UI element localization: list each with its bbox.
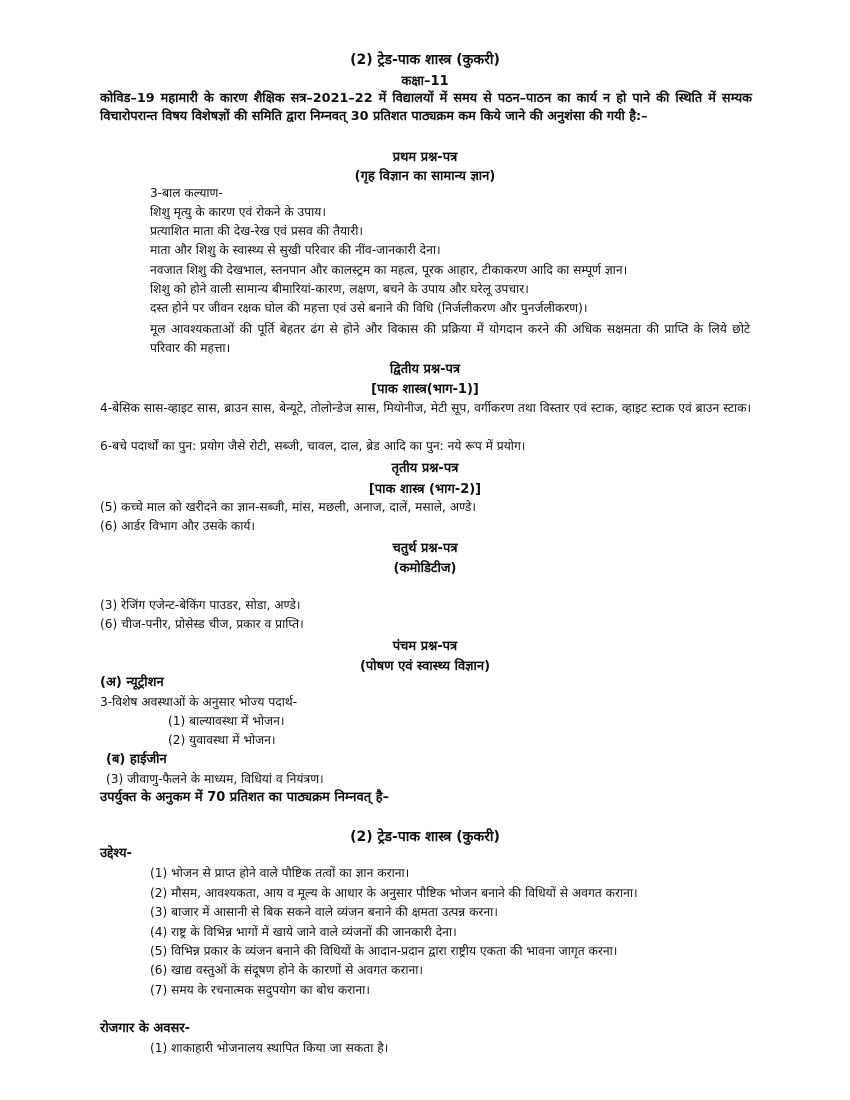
class-label: कक्षा–11 (401, 74, 449, 89)
list-item: (1) बाल्यावस्था में भोजन। (168, 714, 285, 728)
list-item: (4) राष्ट्र के विभिन्न भागों में खाये जाने वाले व्यंजनों की जानकारी देना। (150, 925, 457, 939)
list-item: (3) जीवाणु-फैलने के माध्यम, विधियां व नियंत्रण। (106, 772, 324, 786)
section-heading: (अ) न्यूट्रीशन (100, 675, 164, 690)
list-item: (5) कच्चे माल को खरीदने का ज्ञान-सब्जी, मांस, मछली, अनाज, दालें, मसाले, अण्डे। (100, 500, 477, 514)
list-item: माता और शिशु के स्वास्थ्य से सुखी परिवार की नींव-जानकारी देना। (150, 243, 441, 257)
paper4-subtitle: (कमोडिटीज) (393, 561, 457, 576)
objectives-label: उद्देश्य- (100, 846, 132, 861)
paper1-subtitle: (गृह विज्ञान का सामान्य ज्ञान) (354, 169, 496, 184)
transition-text: उपर्युक्त के अनुकम में 70 प्रतिशत का पाठ्यक्रम निम्नवत् है– (100, 790, 390, 805)
list-item: (2) मौसम, आवश्यकता, आय व मूल्य के आधार के अनुसार पौष्टिक भोजन बनाने की विधियों से अवगत कराना। (150, 886, 638, 900)
section-heading: (ब) हाईजीन (106, 752, 167, 767)
list-item: (2) युवावस्था में भोजन। (168, 733, 276, 747)
intro-paragraph: कोविड–19 महामारी के कारण शैक्षिक सत्र–2021–22 में विद्यालयों में समय से पठन–पाठन का कार्य न हो पाने की स्थिति में सम्यक विचारोपरान्त विषय विशेषज्ञों की समिति द्वारा निम्नवत् 30 प्रतिशत पाठ्यक्रम कम किये जाने की अनुशंसा की गयी है:– (100, 91, 752, 124)
list-item: (1) भोजन से प्राप्त होने वाले पौष्टिक तत्वों का ज्ञान कराना। (150, 866, 410, 880)
list-item: (3) बाजार में आसानी से बिक सकने वाले व्यंजन बनाने की क्षमता उत्पन्न करना। (150, 905, 498, 919)
syllabus-title: (2) ट्रेड-पाक शास्त्र (कुकरी) (350, 829, 500, 845)
list-item: शिशु मृत्यु के कारण एवं रोकने के उपाय। (150, 205, 326, 219)
list-item: मूल आवश्यकताओं की पूर्ति बेहतर ढंग से होने और विकास की प्रक्रिया में योगदान करने की अधिक सक्षमता की प्राप्ति के लिये छोटे परिवार की महत्ता। (150, 322, 750, 355)
paper2-subtitle: [पाक शास्त्र(भाग-1)] (371, 382, 479, 397)
list-item: शिशु को होने वाली सामान्य बीमारियां-कारण, लक्षण, बचने के उपाय और घरेलू उपचार। (150, 282, 529, 296)
paper5-title: पंचम प्रश्न-पत्र (392, 639, 458, 654)
paper4-title: चतुर्थ प्रश्न-पत्र (392, 541, 458, 556)
paper3-title: तृतीय प्रश्न-पत्र (391, 461, 459, 476)
list-item: (5) विभिन्न प्रकार के व्यंजन बनाने की विधियों के आदान-प्रदान द्वारा राष्ट्रीय एकता की भावना जागृत करना। (150, 944, 618, 958)
paper3-subtitle: [पाक शास्त्र (भाग-2)] (368, 482, 482, 497)
list-item: (6) आर्डर विभाग और उसके कार्य। (100, 519, 256, 533)
paper5-subtitle: (पोषण एवं स्वास्थ्य विज्ञान) (359, 659, 491, 674)
list-item: प्रत्याशित माता की देख-रेख एवं प्रसव की तैयारी। (150, 224, 363, 238)
list-item: (1) शाकाहारी भोजनालय स्थापित किया जा सकता है। (150, 1041, 389, 1055)
list-item: (6) खाद्य वस्तुओं के संदूषण होने के कारणों से अवगत कराना। (150, 963, 424, 977)
paper2-title: द्वितीय प्रश्न-पत्र (389, 362, 461, 377)
list-item: (3) रेजिंग एजेन्ट-बेकिंग पाउडर, सोडा, अण्डे। (100, 598, 301, 612)
list-item: (6) चीज-पनीर, प्रोसेस्ड चीज, प्रकार व प्राप्ति। (100, 617, 304, 631)
list-item: 4-बेसिक सास-व्हाइट सास, ब्राउन सास, बेन्यूटे, तोलोन्डेज सास, मियोनीज, मेटी सूप, वर्गीकरण तथा विस्तार एवं स्टाक, व्हाइट स्टाक एवं ब्राउन स्टाक। (100, 401, 752, 415)
list-item: दस्त होने पर जीवन रक्षक घोल की महत्ता एवं उसे बनाने की विधि (निर्जलीकरण और पुनर्जलीकरण)। (150, 301, 588, 315)
list-item: (7) समय के रचनात्मक सदुपयोग का बोध कराना। (150, 983, 370, 997)
list-item: नवजात शिशु की देखभाल, स्तनपान और कालस्ट्रम का महत्व, पूरक आहार, टीकाकरण आदि का सम्पूर्ण ज्ञान। (150, 263, 628, 277)
paper1-title: प्रथम प्रश्न-पत्र (392, 150, 458, 165)
document-title: (2) ट्रेड-पाक शास्त्र (कुकरी) (350, 52, 500, 68)
paper1-section: 3-बाल कल्याण- (150, 186, 223, 200)
list-item: 6-बचे पदार्थों का पुन: प्रयोग जैसे रोटी, सब्जी, चावल, दाल, ब्रेड आदि का पुन: नये रूप में प्रयोग। (100, 439, 526, 453)
employment-label: रोजगार के अवसर- (100, 1021, 191, 1036)
list-item: 3-विशेष अवस्थाओं के अनुसार भोज्य पदार्थ- (100, 695, 298, 709)
